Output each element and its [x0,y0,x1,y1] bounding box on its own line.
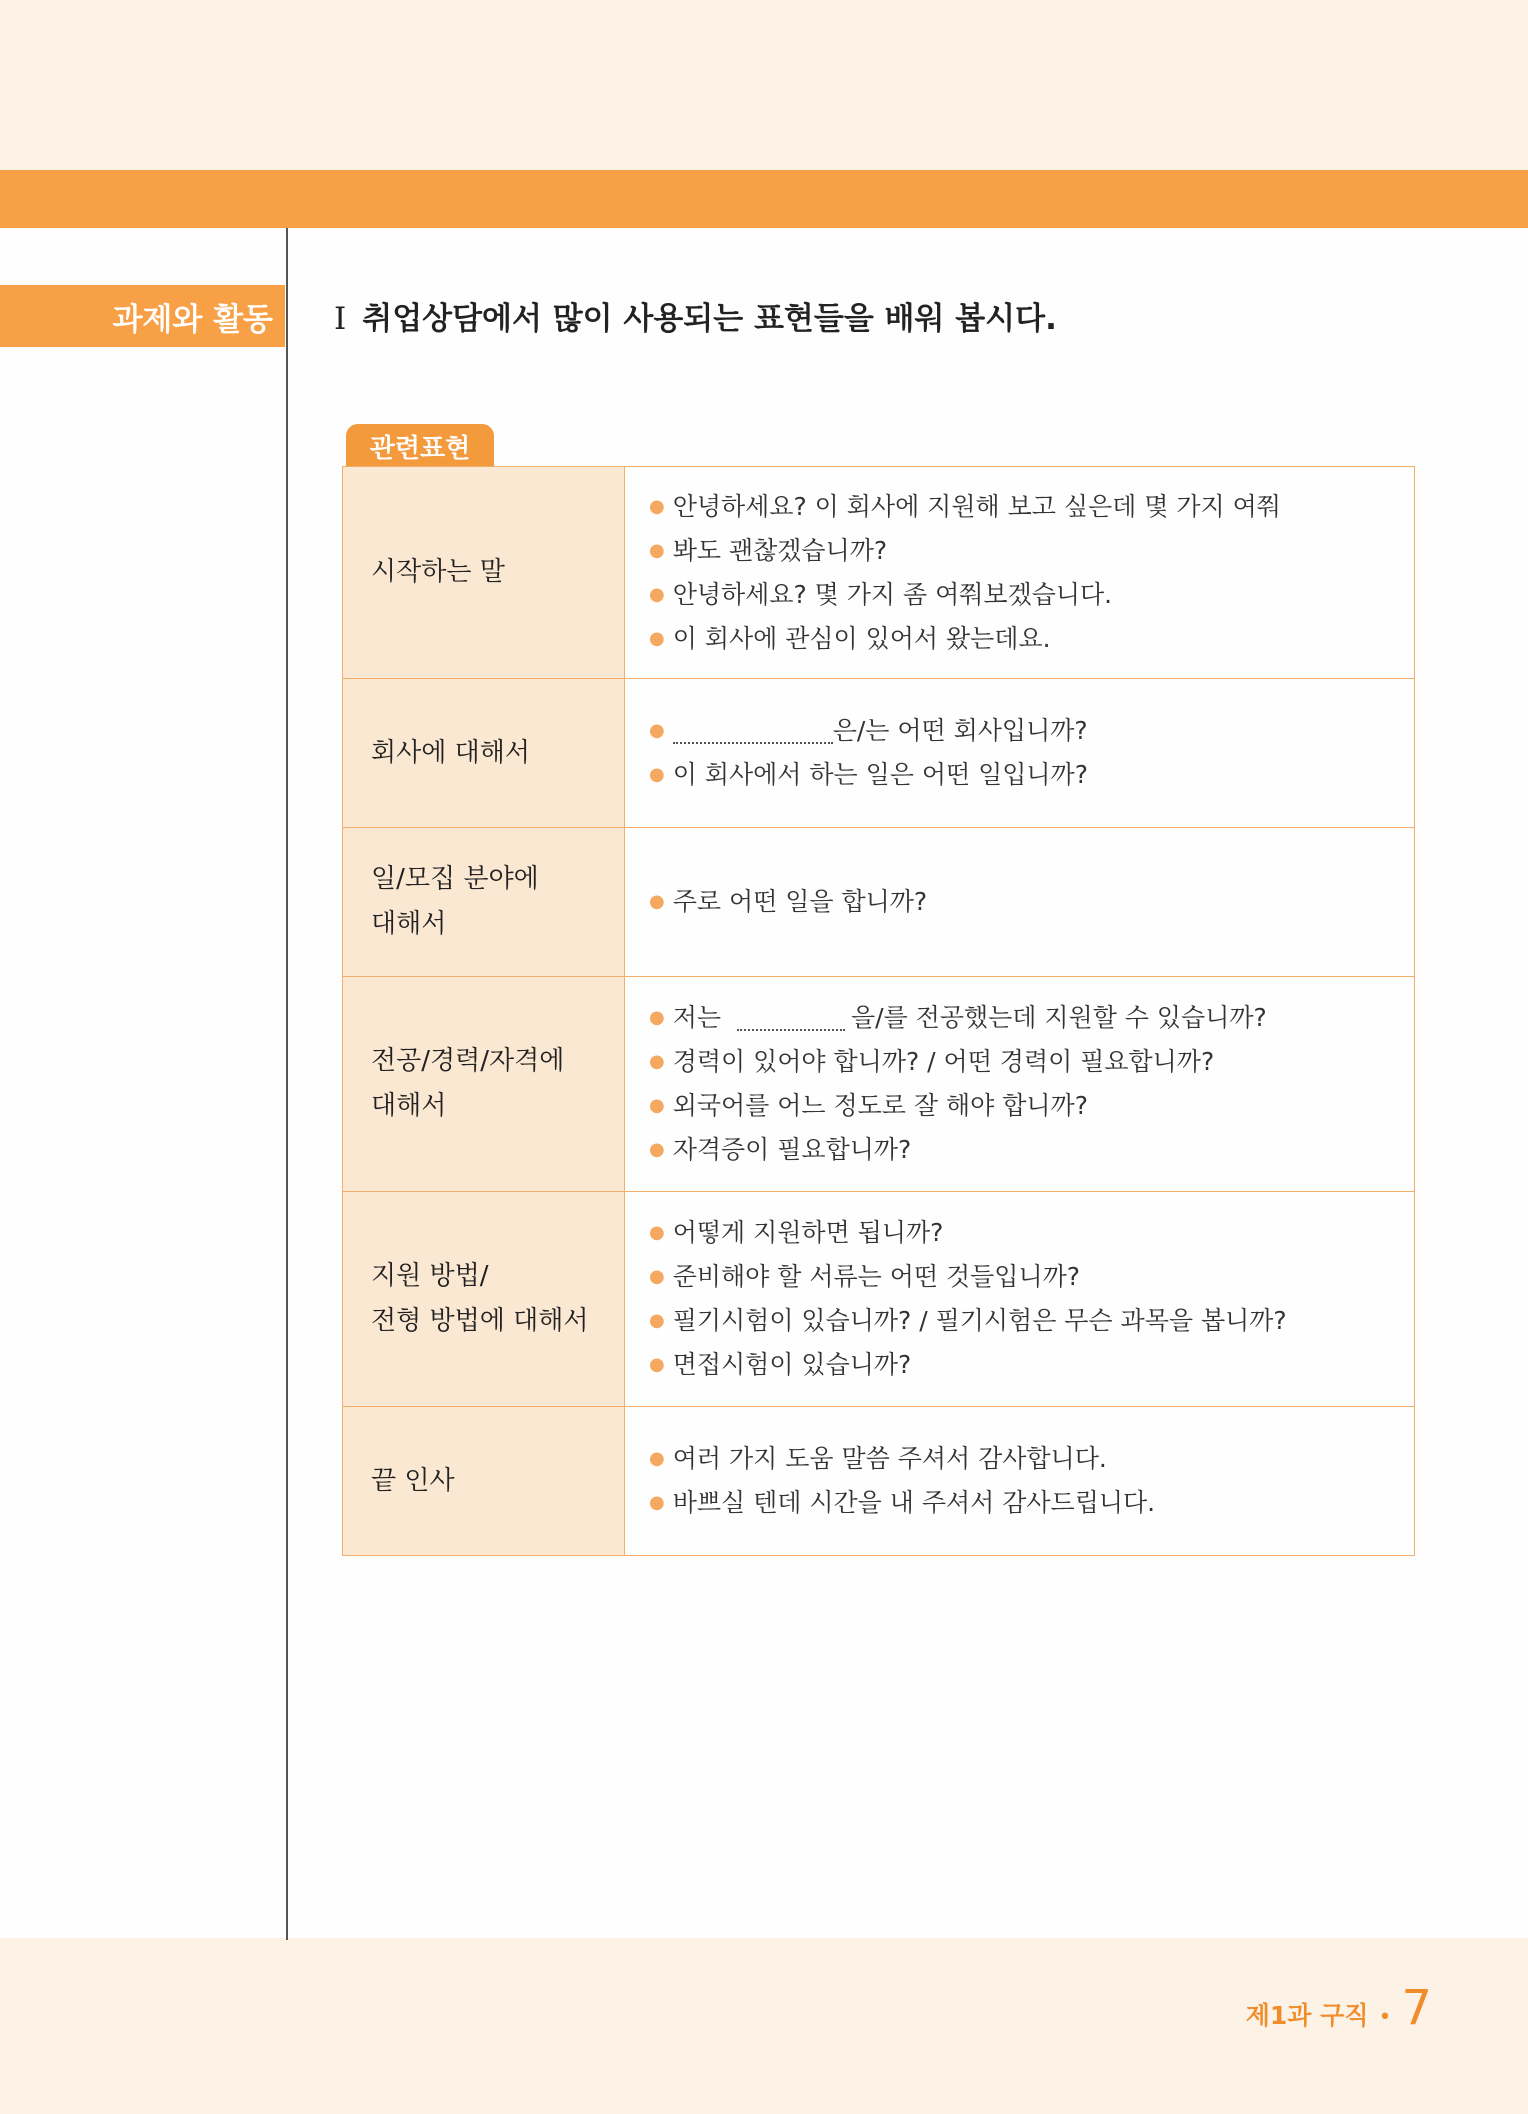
expression-text: 자격증이 필요합니까? [672,1135,912,1164]
list-item [649,1084,1390,1128]
bullet-icon: ● [649,764,665,785]
topic-label: 대해서 [371,909,447,939]
footer-separator: • [1378,2005,1392,2030]
topic-cell [343,467,625,679]
topic-cell [343,828,625,977]
bullet-icon: ● [649,1139,665,1160]
table-row [343,828,1415,977]
topic-cell [343,679,625,828]
related-expressions-tag: 관련표현 [346,424,494,468]
table-row [343,1407,1415,1556]
expression-text: 외국어를 어느 정도로 잘 해야 합니까? [672,1091,1088,1120]
list-item [649,529,1390,573]
expression-text: 이 회사에 관심이 있어서 왔는데요. [672,623,1051,653]
expression-text: 은/는 어떤 회사입니까? [832,716,1088,745]
topic-cell [343,977,625,1192]
table-row [343,679,1415,828]
list-item [649,880,1390,924]
topic-label: 대해서 [371,1091,447,1121]
table-row [343,467,1415,679]
table-row [343,977,1415,1192]
list-item [649,996,1390,1040]
topic-label: 지원 방법/ [371,1261,489,1291]
list-item [649,1211,1390,1255]
expression-text: 어떻게 지원하면 됩니까? [672,1218,944,1247]
blank-line [673,718,833,744]
page-footer [1246,1980,1432,2036]
bullet-icon: ● [649,1051,665,1072]
expression-text: 바쁘실 텐데 시간을 내 주셔서 감사드립니다. [672,1488,1156,1517]
list-item [649,1481,1390,1525]
expressions-cell [625,1192,1415,1407]
list-item [649,573,1390,617]
bullet-icon: ● [649,1448,665,1469]
list-item [649,1128,1390,1172]
expressions-cell [625,679,1415,828]
bullet-icon: ● [649,627,665,649]
bullet-icon: ● [649,1354,665,1375]
expression-text: 을/를 전공했는데 지원할 수 있습니까? [851,1003,1267,1032]
list-item [649,617,1390,661]
expression-text: 면접시험이 있습니까? [672,1350,912,1379]
bullet-icon: ● [649,891,665,912]
expression-text: 안녕하세요? 이 회사에 지원해 보고 싶은데 몇 가지 여쭤 [672,491,1281,521]
list-item [649,709,1390,753]
bullet-icon: ● [649,1095,665,1116]
list-item [649,1437,1390,1481]
bullet-icon: ● [649,1310,665,1331]
topic-label: 일/모집 분야에 [371,864,539,894]
heading-number: I [334,301,347,337]
margin-divider [286,228,288,1940]
list-item [649,1343,1390,1387]
page-number: 7 [1401,1980,1432,2036]
bullet-icon: ● [649,1007,665,1028]
expressions-cell [625,1407,1415,1556]
expressions-cell [625,977,1415,1192]
section-heading [334,293,1057,338]
expression-text: 필기시험이 있습니까? / 필기시험은 무슨 과목을 봅니까? [672,1306,1287,1335]
list-item [649,1040,1390,1084]
top-band [0,0,1528,170]
lesson-label: 제1과 구직 [1245,2001,1369,2030]
topic-label: 끝 인사 [371,1465,455,1496]
expressions-cell [625,828,1415,977]
expression-text: 경력이 있어야 합니까? / 어떤 경력이 필요합니까? [672,1047,1215,1076]
expression-text: 여러 가지 도움 말씀 주셔서 감사합니다. [672,1444,1107,1473]
expression-text: 이 회사에서 하는 일은 어떤 일입니까? [672,760,1088,789]
bullet-icon: ● [649,583,665,605]
bullet-icon: ● [649,720,665,741]
bullet-icon: ● [649,495,665,517]
expressions-cell [625,467,1415,679]
topic-cell [343,1407,625,1556]
table-row [343,1192,1415,1407]
heading-text: 취업상담에서 많이 사용되는 표현들을 배워 봅시다. [362,301,1057,337]
header-bar [0,170,1528,228]
topic-cell [343,1192,625,1407]
topic-label: 회사에 대해서 [371,737,530,768]
list-item [649,485,1390,529]
bullet-icon: ● [649,539,665,561]
bullet-icon: ● [649,1222,665,1243]
list-item [649,1299,1390,1343]
expression-text: 준비해야 할 서류는 어떤 것들입니까? [672,1262,1081,1291]
blank-line [737,1005,845,1031]
expression-text: 봐도 괜찮겠습니까? [672,535,888,565]
expression-text: 저는 [672,1003,722,1032]
list-item [649,753,1390,797]
topic-label: 전공/경력/자격에 [371,1046,565,1076]
expression-text: 안녕하세요? 몇 가지 좀 여쭤보겠습니다. [672,579,1113,609]
bullet-icon: ● [649,1266,665,1287]
topic-label: 시작하는 말 [371,557,505,587]
expression-text: 주로 어떤 일을 합니까? [672,887,928,916]
list-item [649,1255,1390,1299]
topic-label: 전형 방법에 대해서 [371,1306,589,1336]
section-tab: 과제와 활동 [0,285,285,347]
expressions-table [342,466,1415,1556]
bullet-icon: ● [649,1492,665,1513]
